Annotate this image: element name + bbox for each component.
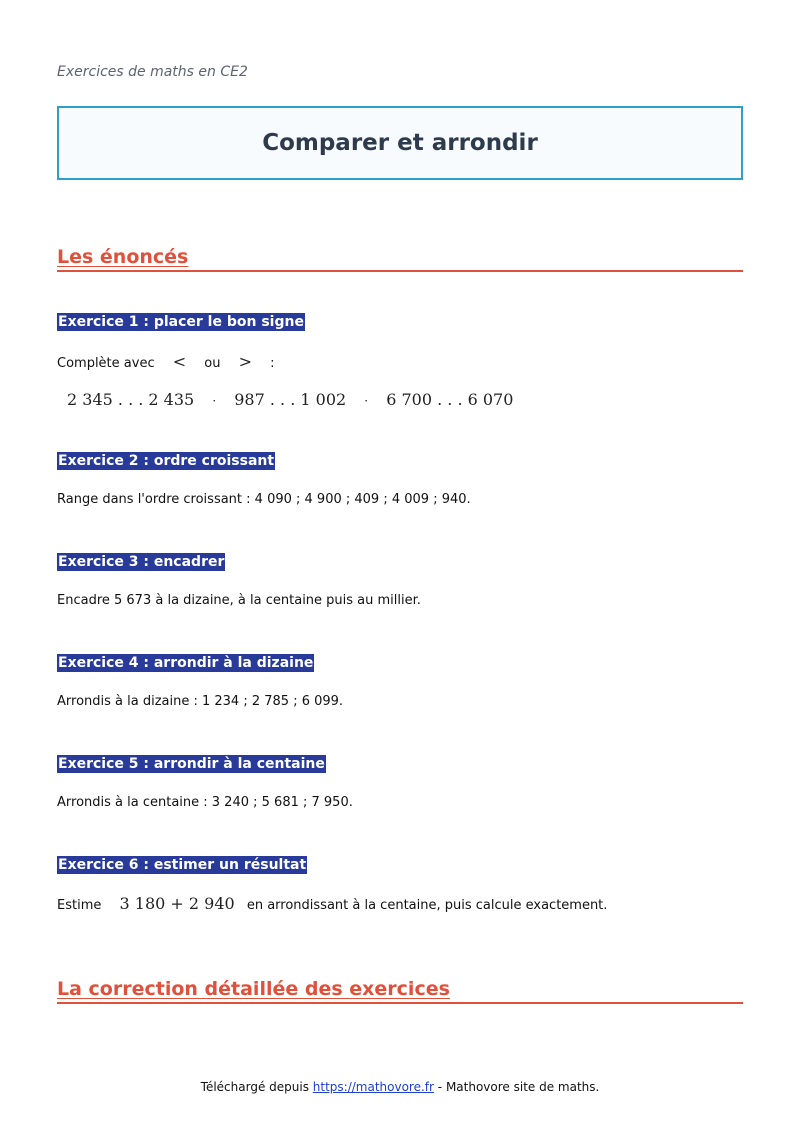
site-title: Exercices de maths en CE2 — [57, 64, 248, 80]
exercise-2-text: Range dans l'ordre croissant : 4 090 ; 4 900 ; 409 ; 4 009 ; 940. — [57, 492, 471, 507]
footer-suffix: - Mathovore site de maths. — [437, 1080, 600, 1094]
exercise-5-text: Arrondis à la centaine : 3 240 ; 5 681 ; 7 950. — [57, 795, 353, 810]
prompt-or: ou — [204, 356, 221, 371]
exercise-5-title: Exercice 5 : arrondir à la centaine — [58, 756, 325, 772]
prompt-colon: : — [270, 356, 275, 371]
estimate-expression: 3 180 + 2 940 — [119, 894, 235, 913]
exercise-1-prompt — [57, 352, 275, 371]
estimate-suffix: en arrondissant à la centaine, puis calcule exactement. — [246, 898, 608, 913]
page-footer — [0, 1080, 800, 1094]
page-title: Comparer et arrondir — [262, 130, 538, 156]
comparison-line — [67, 390, 513, 409]
comparison-3: 6 700 . . . 6 070 — [386, 390, 514, 409]
exercise-3-text: Encadre 5 673 à la dizaine, à la centaine puis au millier. — [57, 593, 421, 608]
comparison-2: 987 . . . 1 002 — [234, 390, 347, 409]
footer-prefix: Téléchargé depuis — [200, 1080, 309, 1094]
exercise-6-text — [57, 894, 607, 913]
separator: · — [212, 394, 217, 408]
section-heading-enonces: Les énoncés — [57, 246, 743, 272]
exercise-3-title: Exercice 3 : encadrer — [58, 554, 225, 570]
exercise-1-title: Exercice 1 : placer le bon signe — [58, 314, 304, 330]
exercise-6-title: Exercice 6 : estimer un résultat — [58, 857, 307, 873]
exercise-4-text: Arrondis à la dizaine : 1 234 ; 2 785 ; 6 099. — [57, 694, 344, 709]
greater-than-symbol: > — [238, 352, 253, 371]
exercise-4-title: Exercice 4 : arrondir à la dizaine — [58, 655, 314, 671]
title-box — [57, 106, 743, 180]
separator: · — [364, 394, 369, 408]
footer-link[interactable]: https://mathovore.fr — [312, 1080, 434, 1094]
prompt-text: Complète avec — [57, 356, 155, 371]
less-than-symbol: < — [172, 352, 187, 371]
estimate-prefix: Estime — [57, 898, 102, 913]
comparison-1: 2 345 . . . 2 435 — [67, 390, 195, 409]
section-heading-correction: La correction détaillée des exercices — [57, 978, 743, 1004]
exercise-2-title: Exercice 2 : ordre croissant — [58, 453, 275, 469]
